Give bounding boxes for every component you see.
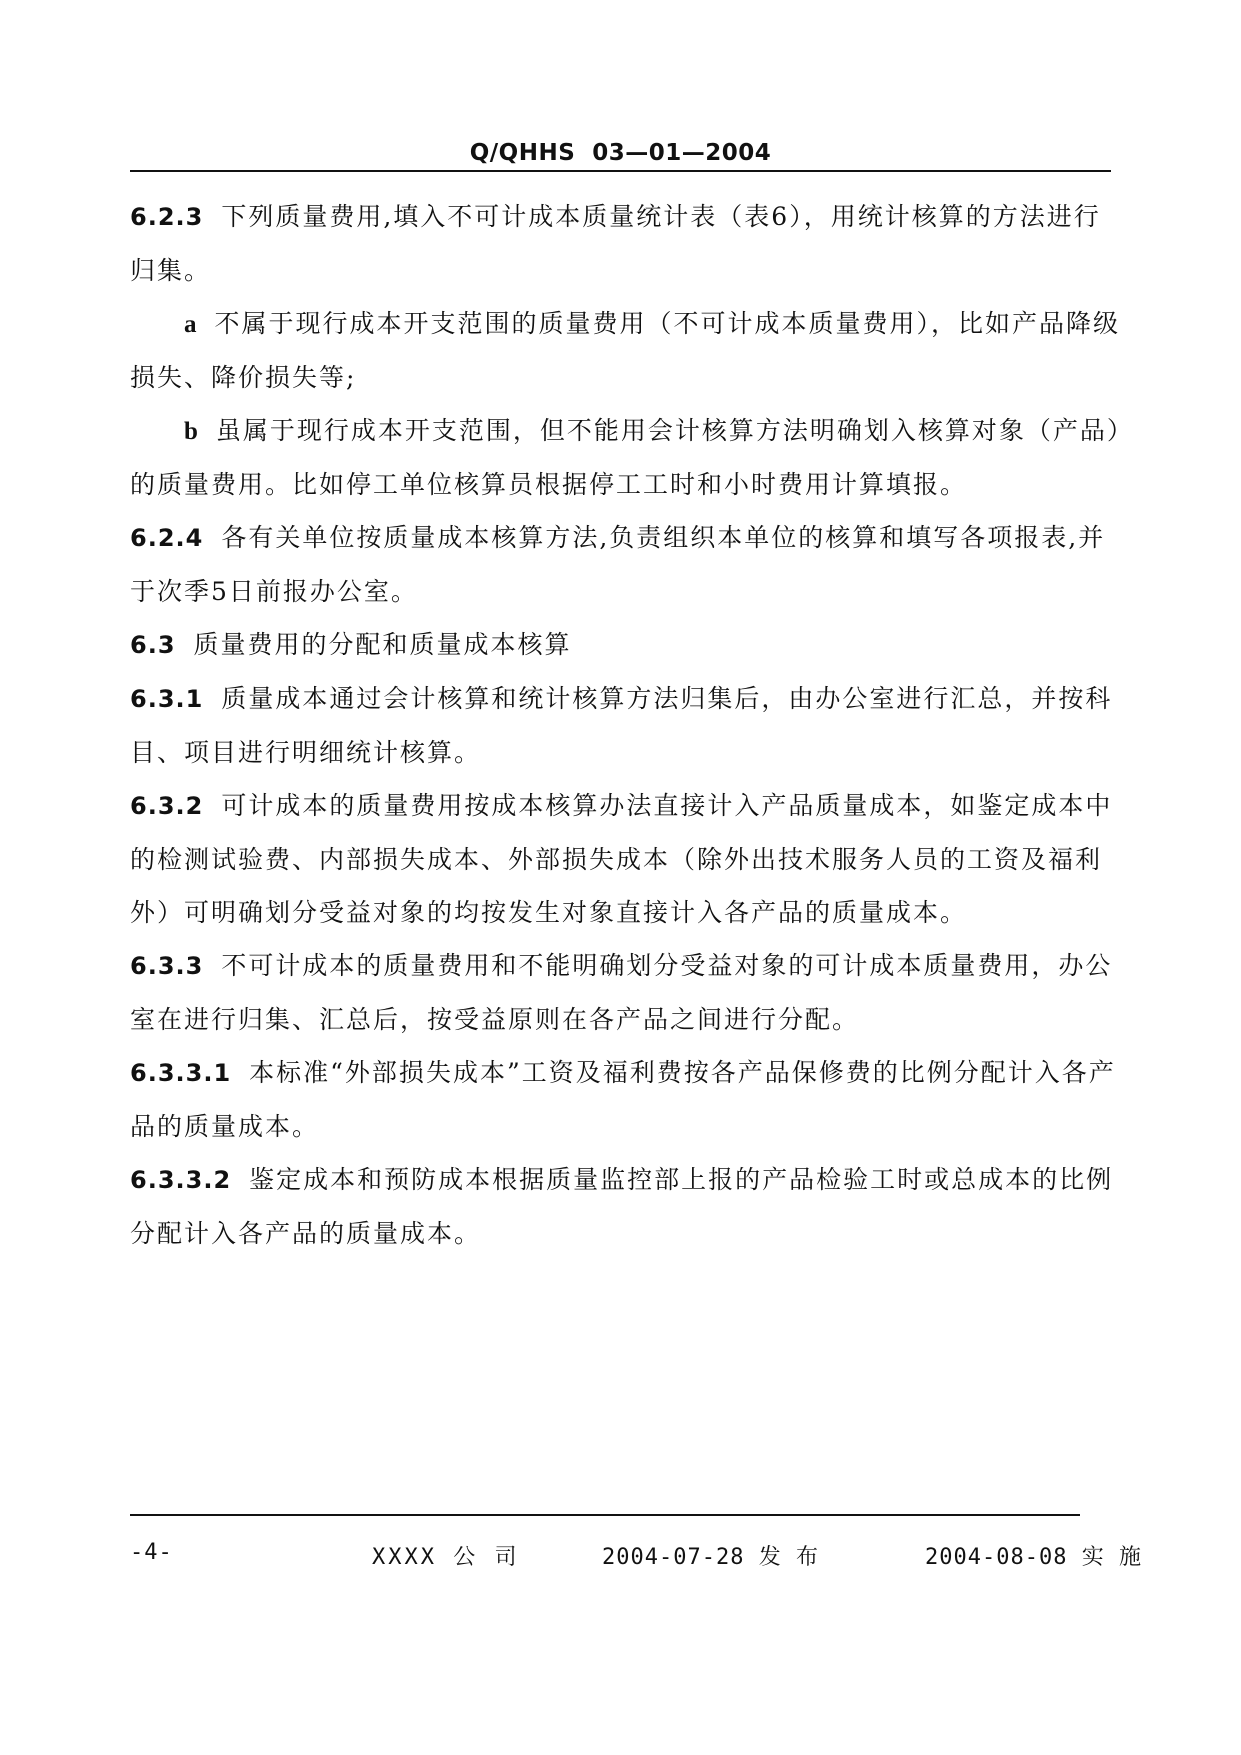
- clause-number: 6.3.3.2: [130, 1166, 232, 1194]
- clause-6-3-3: [130, 939, 1125, 1046]
- clause-text: 质量费用的分配和质量成本核算: [193, 630, 572, 659]
- clause-text: 本标准“外部损失成本”工资及福利费按各产品保修费的比例分配计入各产品的质量成本。: [130, 1058, 1116, 1141]
- clause-text: 下列质量费用,填入不可计成本质量统计表（表6），用统计核算的方法进行归集。: [130, 202, 1101, 285]
- release-date: 2004-07-28 发 布: [602, 1545, 819, 1570]
- clause-6-2-4: [130, 511, 1125, 618]
- clause-text: 可计成本的质量费用按成本核算办法直接计入产品质量成本，如鉴定成本中的检测试验费、内部损失成本、外部损失成本（除外出技术服务人员的工资及福利外）可明确划分受益对象的均按发生对象直接计入各产品的质量成本。: [130, 791, 1113, 927]
- clause-number: 6.3.2: [130, 792, 204, 820]
- clause-6-3-1: [130, 672, 1125, 779]
- clause-6-2-3: [130, 190, 1125, 297]
- clause-number: 6.3.3: [130, 952, 204, 980]
- standard-number-header: Q/QHHS 03—01—2004: [469, 140, 772, 166]
- clause-6-3-3-1: [130, 1046, 1125, 1153]
- item-text: 不属于现行成本开支范围的质量费用（不可计成本质量费用），比如产品降级损失、降价损失等;: [130, 309, 1121, 392]
- clause-6-3: [130, 618, 1125, 672]
- effective-date: 2004-08-08 实 施: [925, 1545, 1142, 1570]
- header-divider: [130, 170, 1111, 172]
- clause-number: 6.3: [130, 631, 176, 659]
- clause-number: 6.3.3.1: [130, 1059, 232, 1087]
- clause-text: 质量成本通过会计核算和统计核算方法归集后，由办公室进行汇总，并按科目、项目进行明细统计核算。: [130, 684, 1113, 767]
- clause-number: 6.2.4: [130, 524, 204, 552]
- clause-text: 各有关单位按质量成本核算方法,负责组织本单位的核算和填写各项报表,并于次季5日前报办公室。: [130, 523, 1106, 606]
- clause-text: 鉴定成本和预防成本根据质量监控部上报的产品检验工时或总成本的比例分配计入各产品的质量成本。: [130, 1165, 1114, 1248]
- company-name: XXXX 公 司: [372, 1545, 520, 1570]
- clause-6-3-3-2: [130, 1153, 1125, 1260]
- item-text: 虽属于现行成本开支范围，但不能用会计核算方法明确划入核算对象（产品）的质量费用。比如停工单位核算员根据停工工时和小时费用计算填报。: [130, 416, 1122, 499]
- document-body: [130, 190, 1125, 1260]
- footer-divider: [130, 1514, 1080, 1516]
- item-b: [130, 404, 1125, 511]
- clause-text: 不可计成本的质量费用和不能明确划分受益对象的可计成本质量费用，办公室在进行归集、汇总后，按受益原则在各产品之间进行分配。: [130, 951, 1113, 1034]
- clause-number: 6.2.3: [130, 203, 204, 231]
- clause-6-3-2: [130, 779, 1125, 939]
- item-letter: a: [184, 311, 199, 338]
- item-a: [130, 297, 1125, 404]
- clause-number: 6.3.1: [130, 685, 204, 713]
- page-number: -4-: [130, 1540, 173, 1565]
- item-letter: b: [184, 418, 200, 445]
